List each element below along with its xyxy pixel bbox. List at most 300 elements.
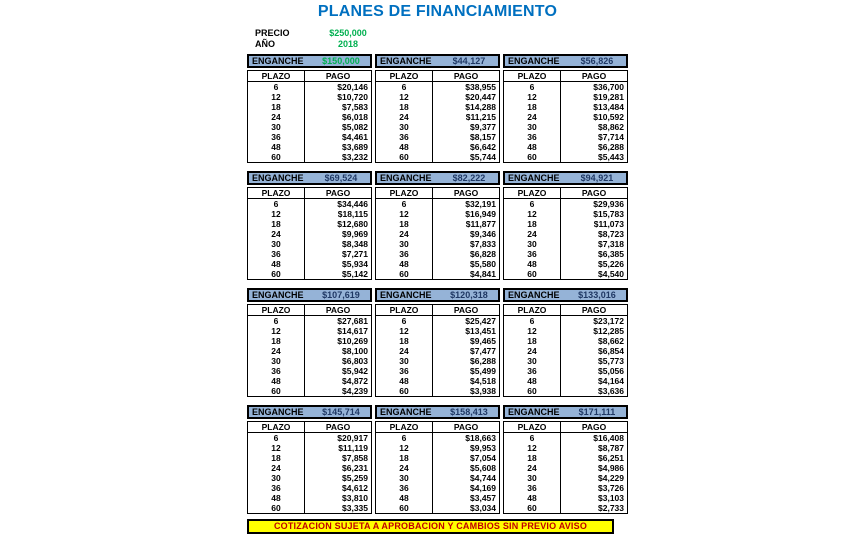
payment-table-header-row: [248, 305, 372, 316]
plan-row: [504, 152, 628, 163]
pago-value: $4,540: [598, 269, 624, 279]
pago-value: $8,862: [598, 122, 624, 132]
enganche-value: $44,127: [452, 56, 486, 66]
plazo-value: 36: [248, 366, 305, 376]
plazo-value: 12: [504, 326, 561, 336]
plan-row: [376, 493, 500, 503]
plazo-value: 30: [504, 122, 561, 132]
enganche-label: ENGANCHE: [508, 290, 560, 300]
plan-row: [376, 229, 500, 239]
enganche-value: $145,714: [322, 407, 360, 417]
enganche-value: $133,016: [578, 290, 616, 300]
pago-value: $7,477: [470, 346, 496, 356]
plazo-value: 24: [248, 229, 305, 239]
plazo-value: 48: [376, 259, 433, 269]
plan-row: [376, 132, 500, 142]
pago-value: $23,172: [593, 316, 624, 326]
pago-value: $6,251: [598, 453, 624, 463]
enganche-value: $171,111: [578, 407, 616, 417]
plan-row: [248, 356, 372, 366]
pago-value: $6,231: [342, 463, 368, 473]
payment-table-header-row: [504, 188, 628, 199]
plazo-value: 30: [504, 473, 561, 483]
plan-row: [248, 386, 372, 397]
plazo-value: 12: [248, 92, 305, 102]
plan-row: [504, 142, 628, 152]
plazo-value: 48: [376, 376, 433, 386]
pago-value: $13,451: [465, 326, 496, 336]
pago-value: $8,348: [342, 239, 368, 249]
plan-card: [247, 54, 372, 163]
pago-value: $20,917: [337, 433, 368, 443]
plazo-value: 12: [248, 326, 305, 336]
pago-value: $5,142: [342, 269, 368, 279]
plazo-value: 36: [504, 483, 561, 493]
plazo-value: 60: [376, 386, 433, 397]
pago-value: $11,119: [338, 443, 368, 453]
plan-row: [376, 259, 500, 269]
enganche-value: $158,413: [450, 407, 488, 417]
plan-row: [504, 326, 628, 336]
plan-row: [248, 443, 372, 453]
plan-row: [376, 453, 500, 463]
pago-value: $9,377: [470, 122, 496, 132]
plazo-value: 30: [248, 239, 305, 249]
plazo-value: 60: [248, 269, 305, 280]
plan-row: [248, 376, 372, 386]
payment-table-header-row: [504, 71, 628, 82]
plan-row: [248, 316, 372, 327]
pago-value: $3,457: [470, 493, 496, 503]
pago-value: $7,833: [470, 239, 496, 249]
pago-value: $6,288: [598, 142, 624, 152]
plazo-value: 18: [248, 102, 305, 112]
enganche-header: [375, 288, 500, 302]
plazo-value: 12: [504, 209, 561, 219]
plan-row: [504, 199, 628, 210]
plazo-value: 24: [376, 346, 433, 356]
pago-value: $5,499: [470, 366, 496, 376]
plazo-value: 18: [376, 336, 433, 346]
plazo-value: 24: [248, 112, 305, 122]
pago-value: $6,288: [470, 356, 496, 366]
plazo-value: 36: [248, 249, 305, 259]
plan-row: [248, 82, 372, 93]
ano-row: [255, 39, 628, 50]
plan-row: [248, 112, 372, 122]
plazo-header: PLAZO: [504, 422, 561, 433]
plazo-value: 60: [248, 152, 305, 163]
pago-value: $6,828: [470, 249, 496, 259]
pago-value: $7,318: [598, 239, 624, 249]
plazo-value: 60: [248, 386, 305, 397]
plazo-value: 36: [376, 483, 433, 493]
plazo-value: 60: [504, 503, 561, 514]
plazo-value: 18: [504, 102, 561, 112]
plan-row: [504, 229, 628, 239]
plazo-value: 30: [248, 356, 305, 366]
pago-value: $10,592: [593, 112, 624, 122]
plan-card: [247, 405, 372, 514]
plazo-value: 18: [248, 336, 305, 346]
plan-row: [376, 209, 500, 219]
plan-row: [248, 433, 372, 444]
plan-row: [504, 92, 628, 102]
pago-value: $15,783: [593, 209, 624, 219]
plazo-header: PLAZO: [376, 188, 433, 199]
plazo-value: 24: [504, 229, 561, 239]
plazo-value: 36: [376, 366, 433, 376]
plan-row: [504, 356, 628, 366]
plazo-value: 48: [504, 376, 561, 386]
pago-value: $4,986: [598, 463, 624, 473]
pago-value: $4,612: [342, 483, 368, 493]
plan-row: [504, 249, 628, 259]
plazo-value: 18: [376, 453, 433, 463]
plan-row: [376, 473, 500, 483]
enganche-header: [375, 171, 500, 185]
plan-row: [248, 326, 372, 336]
page-title: PLANES DE FINANCIAMIENTO: [317, 3, 558, 20]
pago-value: $20,146: [337, 82, 368, 92]
plan-card: [503, 288, 628, 397]
pago-value: $7,054: [470, 453, 496, 463]
payment-table: [247, 70, 372, 163]
plazo-value: 48: [376, 142, 433, 152]
plazo-value: 6: [504, 433, 561, 444]
pago-header: PAGO: [305, 71, 372, 82]
plazo-value: 24: [248, 463, 305, 473]
plan-row: [376, 122, 500, 132]
enganche-value: $82,222: [452, 173, 486, 183]
plazo-value: 6: [504, 82, 561, 93]
plan-row: [376, 483, 500, 493]
plazo-header: PLAZO: [504, 188, 561, 199]
pago-value: $4,518: [470, 376, 496, 386]
plazo-header: PLAZO: [504, 305, 561, 316]
plazo-value: 12: [376, 209, 433, 219]
pago-value: $4,169: [470, 483, 496, 493]
plan-row: [504, 259, 628, 269]
plan-row: [248, 346, 372, 356]
pago-header: PAGO: [305, 422, 372, 433]
plazo-value: 60: [376, 152, 433, 163]
precio-value: $250,000: [329, 28, 367, 38]
pago-value: $7,271: [342, 249, 368, 259]
plazo-value: 48: [248, 142, 305, 152]
plazo-value: 24: [504, 346, 561, 356]
plan-row: [376, 433, 500, 444]
pago-value: $7,583: [342, 102, 368, 112]
pago-value: $4,239: [342, 386, 368, 396]
pago-value: $4,229: [598, 473, 624, 483]
pago-value: $4,164: [598, 376, 624, 386]
plazo-value: 18: [248, 453, 305, 463]
pago-value: $11,215: [465, 112, 496, 122]
pago-value: $9,346: [470, 229, 496, 239]
pago-value: $7,714: [598, 132, 624, 142]
pago-value: $7,858: [342, 453, 368, 463]
plan-row: [248, 453, 372, 463]
pago-value: $9,465: [470, 336, 496, 346]
pago-value: $16,408: [593, 433, 624, 443]
plan-row: [248, 219, 372, 229]
enganche-value: $56,826: [580, 56, 614, 66]
pago-value: $3,232: [342, 152, 368, 162]
enganche-header: [503, 171, 628, 185]
enganche-label: ENGANCHE: [380, 56, 432, 66]
plazo-value: 6: [504, 199, 561, 210]
plan-card: [375, 405, 500, 514]
plazo-value: 36: [376, 249, 433, 259]
plazo-value: 18: [248, 219, 305, 229]
plan-row: [248, 132, 372, 142]
plan-row: [376, 366, 500, 376]
plazo-value: 6: [376, 433, 433, 444]
plan-row: [248, 269, 372, 280]
enganche-header: [375, 54, 500, 68]
pago-value: $5,082: [342, 122, 368, 132]
plazo-value: 48: [504, 493, 561, 503]
payment-table: [247, 304, 372, 397]
plan-row: [376, 249, 500, 259]
plan-row: [504, 112, 628, 122]
plazo-value: 30: [376, 473, 433, 483]
plans-grid: [247, 54, 628, 514]
pago-value: $12,285: [593, 326, 624, 336]
plazo-value: 60: [504, 269, 561, 280]
payment-table: [375, 421, 500, 514]
pago-value: $6,018: [342, 112, 368, 122]
pago-value: $5,934: [342, 259, 368, 269]
plazo-value: 30: [248, 473, 305, 483]
plan-row: [376, 346, 500, 356]
plan-row: [376, 503, 500, 514]
payment-table-header-row: [376, 422, 500, 433]
pago-value: $5,773: [598, 356, 624, 366]
pago-value: $3,689: [342, 142, 368, 152]
plazo-value: 24: [504, 463, 561, 473]
pago-value: $9,953: [470, 443, 496, 453]
plan-card: [375, 54, 500, 163]
payment-table: [247, 187, 372, 280]
plazo-value: 6: [376, 316, 433, 327]
pago-value: $18,115: [337, 209, 368, 219]
enganche-header: [503, 405, 628, 419]
plan-row: [504, 473, 628, 483]
enganche-label: ENGANCHE: [380, 290, 432, 300]
pago-value: $5,443: [598, 152, 624, 162]
enganche-header: [247, 288, 372, 302]
plazo-value: 30: [504, 356, 561, 366]
plan-row: [248, 102, 372, 112]
pago-value: $6,385: [598, 249, 624, 259]
plan-row: [504, 443, 628, 453]
payment-table: [503, 70, 628, 163]
plazo-value: 60: [504, 152, 561, 163]
pago-header: PAGO: [305, 188, 372, 199]
payment-table-header-row: [248, 71, 372, 82]
enganche-label: ENGANCHE: [252, 407, 304, 417]
enganche-value: $120,318: [450, 290, 488, 300]
plazo-value: 12: [504, 443, 561, 453]
pago-header: PAGO: [433, 71, 500, 82]
plan-row: [376, 326, 500, 336]
plan-row: [376, 199, 500, 210]
pago-value: $4,841: [470, 269, 496, 279]
plazo-value: 36: [248, 483, 305, 493]
price-info: [255, 28, 628, 50]
plazo-value: 60: [376, 269, 433, 280]
pago-value: $8,723: [598, 229, 624, 239]
plan-row: [376, 239, 500, 249]
enganche-value: $94,921: [580, 173, 614, 183]
plan-row: [248, 229, 372, 239]
pago-value: $19,281: [593, 92, 624, 102]
plan-row: [504, 376, 628, 386]
plan-card: [375, 171, 500, 280]
plan-card: [247, 171, 372, 280]
pago-value: $5,259: [342, 473, 368, 483]
pago-header: PAGO: [561, 71, 628, 82]
plan-row: [504, 102, 628, 112]
plazo-value: 60: [504, 386, 561, 397]
payment-table: [375, 70, 500, 163]
ano-value: 2018: [337, 39, 359, 49]
plazo-header: PLAZO: [376, 305, 433, 316]
enganche-header: [375, 405, 500, 419]
pago-value: $5,942: [342, 366, 368, 376]
payment-table: [375, 304, 500, 397]
plan-row: [504, 219, 628, 229]
plazo-value: 48: [376, 493, 433, 503]
pago-value: $8,787: [598, 443, 624, 453]
pago-value: $3,810: [342, 493, 368, 503]
plazo-value: 30: [376, 122, 433, 132]
pago-value: $3,636: [598, 386, 624, 396]
payment-table-header-row: [504, 305, 628, 316]
plan-row: [248, 209, 372, 219]
plan-row: [376, 316, 500, 327]
pago-value: $8,100: [342, 346, 368, 356]
plazo-value: 6: [376, 199, 433, 210]
enganche-header: [503, 54, 628, 68]
plazo-header: PLAZO: [376, 422, 433, 433]
pago-value: $6,642: [470, 142, 496, 152]
plazo-value: 6: [376, 82, 433, 93]
plazo-header: PLAZO: [248, 71, 305, 82]
pago-value: $5,226: [598, 259, 624, 269]
enganche-value: $150,000: [322, 56, 360, 66]
pago-value: $27,681: [337, 316, 368, 326]
enganche-label: ENGANCHE: [252, 173, 304, 183]
plazo-value: 24: [376, 463, 433, 473]
plazo-header: PLAZO: [248, 422, 305, 433]
enganche-header: [247, 171, 372, 185]
payment-table: [503, 421, 628, 514]
enganche-label: ENGANCHE: [508, 173, 560, 183]
plan-row: [248, 336, 372, 346]
plan-row: [376, 219, 500, 229]
enganche-label: ENGANCHE: [508, 56, 560, 66]
plan-card: [247, 288, 372, 397]
enganche-label: ENGANCHE: [380, 173, 432, 183]
pago-value: $3,726: [598, 483, 624, 493]
pago-value: $8,662: [598, 336, 624, 346]
pago-value: $6,854: [598, 346, 624, 356]
enganche-header: [247, 54, 372, 68]
pago-value: $6,803: [342, 356, 368, 366]
plan-row: [376, 142, 500, 152]
plan-row: [376, 112, 500, 122]
plazo-value: 6: [248, 433, 305, 444]
plan-row: [504, 386, 628, 397]
pago-value: $4,461: [342, 132, 368, 142]
pago-value: $14,617: [337, 326, 368, 336]
plazo-value: 30: [376, 356, 433, 366]
plazo-value: 48: [248, 493, 305, 503]
pago-header: PAGO: [305, 305, 372, 316]
plan-row: [504, 453, 628, 463]
pago-header: PAGO: [433, 188, 500, 199]
plazo-value: 48: [248, 259, 305, 269]
plazo-value: 6: [248, 199, 305, 210]
enganche-value: $69,524: [324, 173, 358, 183]
plan-row: [248, 503, 372, 514]
pago-header: PAGO: [433, 422, 500, 433]
plazo-value: 12: [504, 92, 561, 102]
pago-value: $10,269: [337, 336, 368, 346]
plazo-value: 30: [376, 239, 433, 249]
plan-row: [504, 493, 628, 503]
plazo-value: 12: [376, 326, 433, 336]
plan-row: [504, 316, 628, 327]
plan-card: [503, 171, 628, 280]
pago-header: PAGO: [561, 188, 628, 199]
plazo-value: 18: [504, 219, 561, 229]
plazo-value: 12: [376, 443, 433, 453]
plan-row: [504, 483, 628, 493]
plazo-value: 60: [248, 503, 305, 514]
enganche-header: [247, 405, 372, 419]
plan-row: [504, 209, 628, 219]
precio-label: PRECIO: [255, 28, 290, 38]
pago-value: $9,969: [342, 229, 368, 239]
plan-row: [376, 92, 500, 102]
plazo-value: 36: [504, 132, 561, 142]
pago-value: $3,103: [598, 493, 624, 503]
plazo-header: PLAZO: [376, 71, 433, 82]
plan-row: [248, 142, 372, 152]
plan-card: [375, 288, 500, 397]
plazo-value: 24: [248, 346, 305, 356]
pago-value: $8,157: [470, 132, 496, 142]
pago-value: $5,580: [470, 259, 496, 269]
payment-table-header-row: [376, 188, 500, 199]
plan-row: [504, 366, 628, 376]
plazo-value: 6: [248, 316, 305, 327]
plan-row: [504, 122, 628, 132]
plan-row: [248, 92, 372, 102]
payment-table-header-row: [376, 305, 500, 316]
plan-card: [503, 54, 628, 163]
plan-row: [248, 483, 372, 493]
plan-row: [248, 239, 372, 249]
plazo-value: 60: [376, 503, 433, 514]
plan-row: [248, 463, 372, 473]
precio-row: [255, 28, 628, 39]
enganche-label: ENGANCHE: [380, 407, 432, 417]
